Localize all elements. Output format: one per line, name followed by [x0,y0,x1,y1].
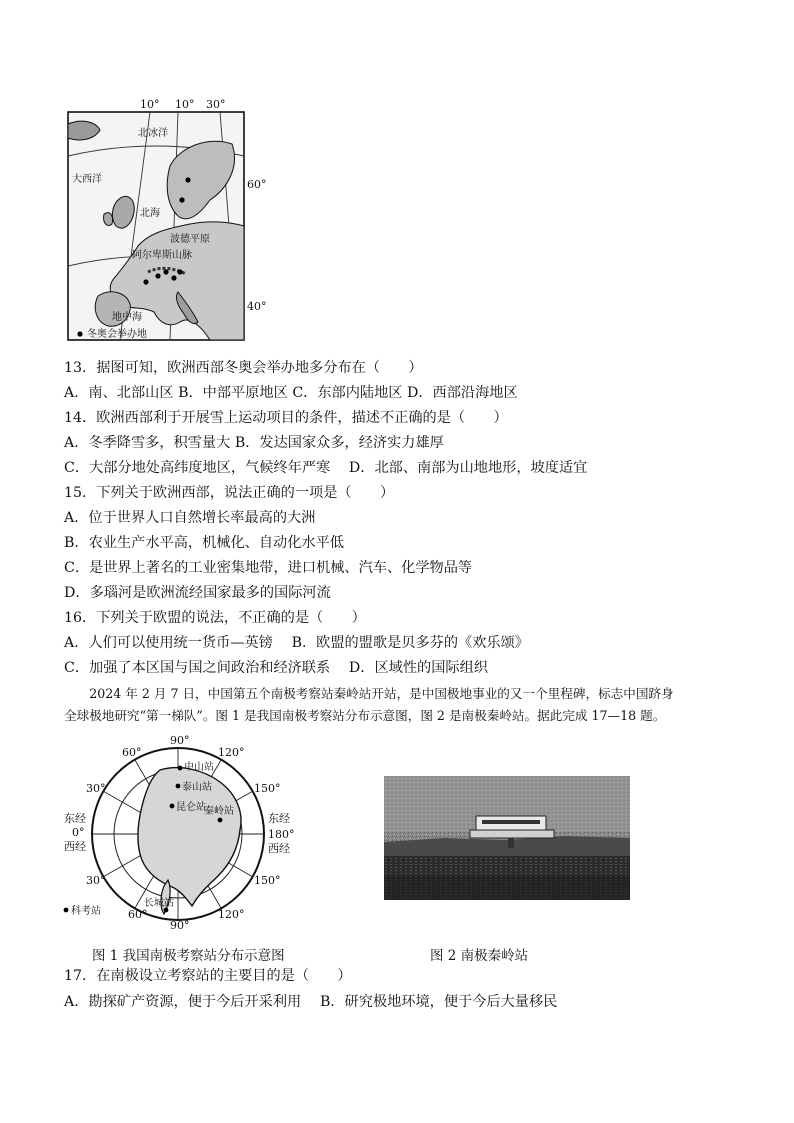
station-label: 长城站 [144,898,174,909]
degree-label: 30° [86,874,106,887]
degree-label: 120° [218,746,245,759]
question-15-option-a: A．位于世界人口自然增长率最高的大洲 [64,510,316,526]
qinling-station-photo [384,776,630,900]
station-marker [176,784,181,789]
intro-line-2: 全球极地研究“第一梯队”。图 1 是我国南极考察站分布示意图，图 2 是南极秦岭站。据此完成 17—18 题。 [64,708,666,723]
map-legend: 冬奥会举办地 [87,329,147,340]
station-label: 中山站 [184,762,214,773]
question-16-options-ab: A．人们可以使用统一货币—英镑 B．欧盟的盟歌是贝多芬的《欢乐颂》 [64,635,529,651]
degree-label: 东经 [268,812,290,825]
place-label: 波德平原 [170,234,210,245]
station-marker [170,804,175,809]
degree-label: 60° [122,746,142,759]
degree-label: 150° [254,874,281,887]
station-photo-image [384,776,630,900]
host-site-marker [171,275,176,280]
antarctic-map-figure [60,730,300,930]
degree-label: 60° [128,908,148,921]
europe-map-figure [60,96,270,346]
question-17: 17．在南极设立考察站的主要目的是（ ） [64,968,352,984]
host-site-marker [179,197,184,202]
lon-label: 10° [140,98,160,111]
place-label: 阿尔卑斯山脉 [132,250,192,261]
question-15-option-c: C．是世界上著名的工业密集地带，进口机械、汽车、化学物品等 [64,560,473,576]
question-14: 14．欧洲西部利于开展雪上运动项目的条件，描述不正确的是（ ） [64,410,508,426]
degree-label: 0° [72,826,85,839]
station-label: 秦岭站 [204,806,234,817]
station-marker [218,818,223,823]
lat-label: 60° [247,178,267,191]
question-14-options-ab: A．冬季降雪多，积雪量大 B．发达国家众多，经济实力雄厚 [64,435,444,451]
degree-label: 180° [268,828,295,841]
europe-map [60,96,270,346]
figure-2-caption: 图 2 南极秦岭站 [430,948,529,964]
degree-label: 西经 [64,840,86,853]
host-site-marker [185,177,190,182]
degree-label: 90° [170,734,190,747]
figure-1-caption: 图 1 我国南极考察站分布示意图 [92,948,285,964]
antarctic-map [60,730,300,930]
question-17-options-ab: A．勘探矿产资源，便于今后开采利用 B．研究极地环境，便于今后大量移民 [64,994,558,1010]
question-16-options-cd: C．加强了本区国与国之间政治和经济联系 D．区域性的国际组织 [64,660,488,676]
question-15-option-d: D．多瑙河是欧洲流经国家最多的国际河流 [64,585,331,601]
place-label: 北冰洋 [138,128,168,139]
place-label: 大西洋 [72,174,102,185]
degree-label: 90° [170,919,190,930]
station-label: 泰山站 [182,782,212,793]
degree-label: 120° [218,908,245,921]
lat-label: 40° [247,300,267,313]
question-16: 16．下列关于欧盟的说法，不正确的是（ ） [64,610,366,626]
degree-label: 西经 [268,842,290,855]
host-site-marker [163,269,168,274]
degree-label: 150° [254,782,281,795]
lon-label: 30° [206,98,226,111]
host-site-marker [155,273,160,278]
question-15-option-b: B．农业生产水平高，机械化、自动化水平低 [64,535,344,551]
question-14-options-cd: C．大部分地处高纬度地区，气候终年严寒 D．北部、南部为山地地形，坡度适宜 [64,460,588,476]
question-13-options: A．南、北部山区 B．中部平原地区 C．东部内陆地区 D．西部沿海地区 [64,385,518,401]
question-15: 15．下列关于欧洲西部，说法正确的一项是（ ） [64,485,395,501]
station-marker [178,766,183,771]
legend-marker [64,908,69,913]
place-label: 地中海 [112,312,142,323]
question-13: 13．据图可知，欧洲西部冬奥会举办地多分布在（ ） [64,360,423,376]
host-site-marker [177,269,182,274]
station-label: 昆仑站 [176,802,206,813]
lon-label: 10° [175,98,195,111]
map-legend: 科考站 [71,906,101,917]
degree-label: 30° [86,782,106,795]
legend-marker [77,331,82,336]
host-site-marker [143,279,148,284]
place-label: 北海 [140,208,160,219]
degree-label: 东经 [64,812,86,825]
intro-line-1: 2024 年 2 月 7 日，中国第五个南极考察站秦岭站开站，是中国极地事业的又一个里程碑，标志中国跻身 [64,686,674,701]
